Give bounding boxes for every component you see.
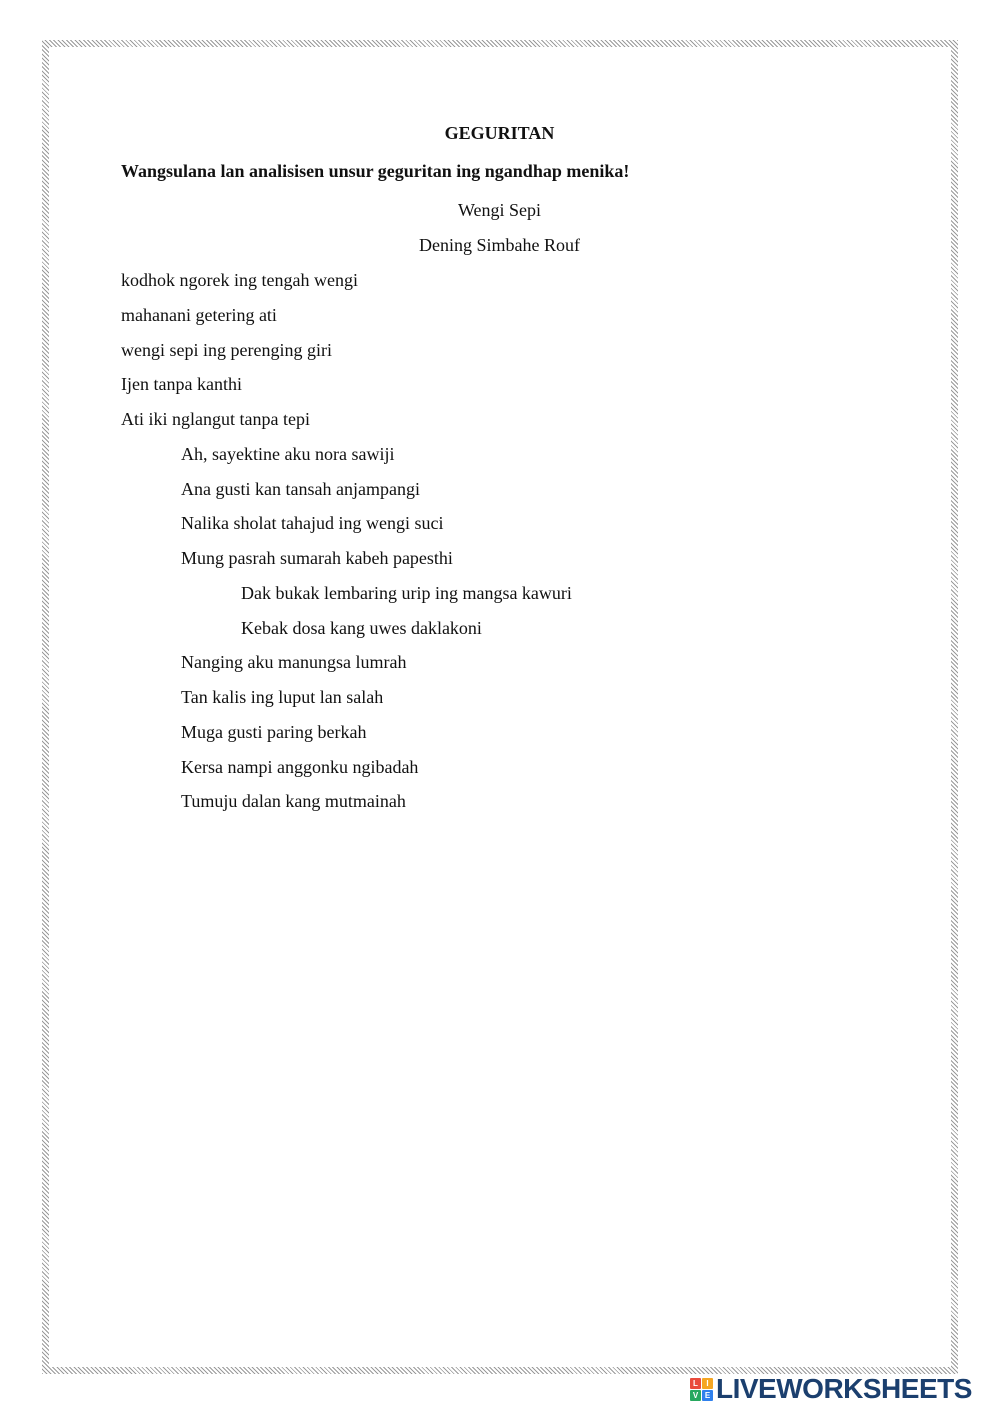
logo-square: V [690, 1390, 701, 1401]
poem-line: Ati iki nglangut tanpa tepi [121, 409, 310, 429]
poem-line: Kersa nampi anggonku ngibadah [181, 757, 419, 777]
poem-title: Wengi Sepi [457, 200, 542, 220]
poem-line: Mung pasrah sumarah kabeh papesthi [181, 548, 453, 568]
poem-line: Ana gusti kan tansah anjampangi [181, 479, 420, 499]
poem-line: kodhok ngorek ing tengah wengi [121, 270, 358, 290]
poem-line: Nanging aku manungsa lumrah [181, 652, 407, 672]
logo-text: LIVEWORKSHEETS [716, 1373, 972, 1404]
logo-icon [690, 1378, 713, 1401]
poem-line: Kebak dosa kang uwes daklakoni [241, 618, 482, 638]
poem-line: Ijen tanpa kanthi [121, 374, 242, 394]
logo-square: E [702, 1390, 713, 1401]
logo-square: I [702, 1378, 713, 1389]
poem-line: Tumuju dalan kang mutmainah [181, 791, 406, 811]
poem-line: Nalika sholat tahajud ing wengi suci [181, 513, 444, 533]
poem-line: mahanani getering ati [121, 305, 277, 325]
logo-square: L [690, 1378, 701, 1389]
poem-line: Muga gusti paring berkah [181, 722, 367, 742]
poem-line: Ah, sayektine aku nora sawiji [181, 444, 395, 464]
instruction-text: Wangsulana lan analisisen unsur geguritan ing ngandhap menika! [121, 161, 630, 181]
poem-author: Dening Simbahe Rouf [419, 235, 580, 255]
liveworksheets-logo [690, 1373, 972, 1405]
poem-line: wengi sepi ing perenging giri [121, 340, 332, 360]
document-title: GEGURITAN [444, 123, 555, 143]
poem-line: Tan kalis ing luput lan salah [181, 687, 384, 707]
poem-line: Dak bukak lembaring urip ing mangsa kawuri [241, 583, 572, 603]
